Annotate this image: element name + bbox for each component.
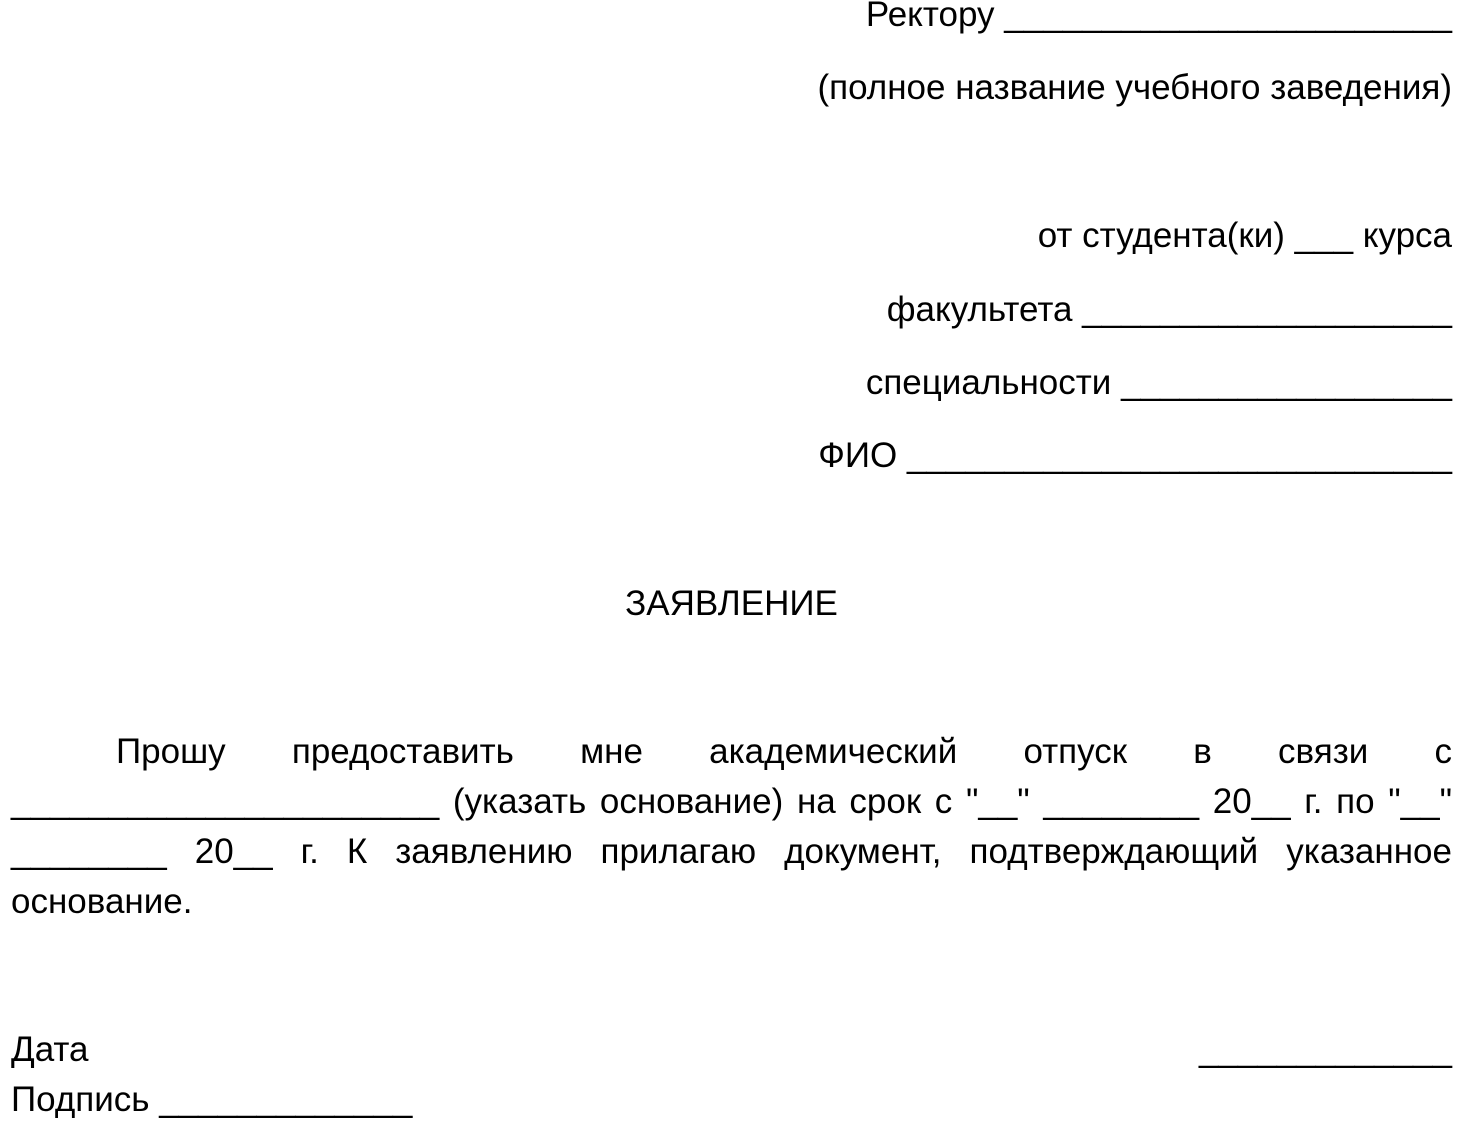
body-paragraph: Прошу предоставить мне академический отпуск в связи с ______________________ (указать основание) на срок с "__" ________ 20__ г. по "__" ________ 20__ г. К заявлению прилагаю документ, подтверждающий указанное основание. [11, 732, 1452, 921]
specialty-line: специальности _________________ [865, 363, 1452, 402]
document-title: ЗАЯВЛЕНИЕ [625, 584, 838, 623]
signature-line: Подпись _____________ [11, 1080, 413, 1119]
date-line: _____________ [1198, 1030, 1452, 1069]
date-label: Дата [11, 1030, 89, 1069]
faculty-line: факультета ___________________ [886, 290, 1452, 329]
institution-hint: (полное название учебного заведения) [817, 68, 1452, 107]
student-course-line: от студента(ки) ___ курса [1037, 216, 1452, 255]
rector-line: Ректору _______________________ [865, 0, 1452, 34]
fio-line: ФИО ____________________________ [818, 436, 1452, 475]
